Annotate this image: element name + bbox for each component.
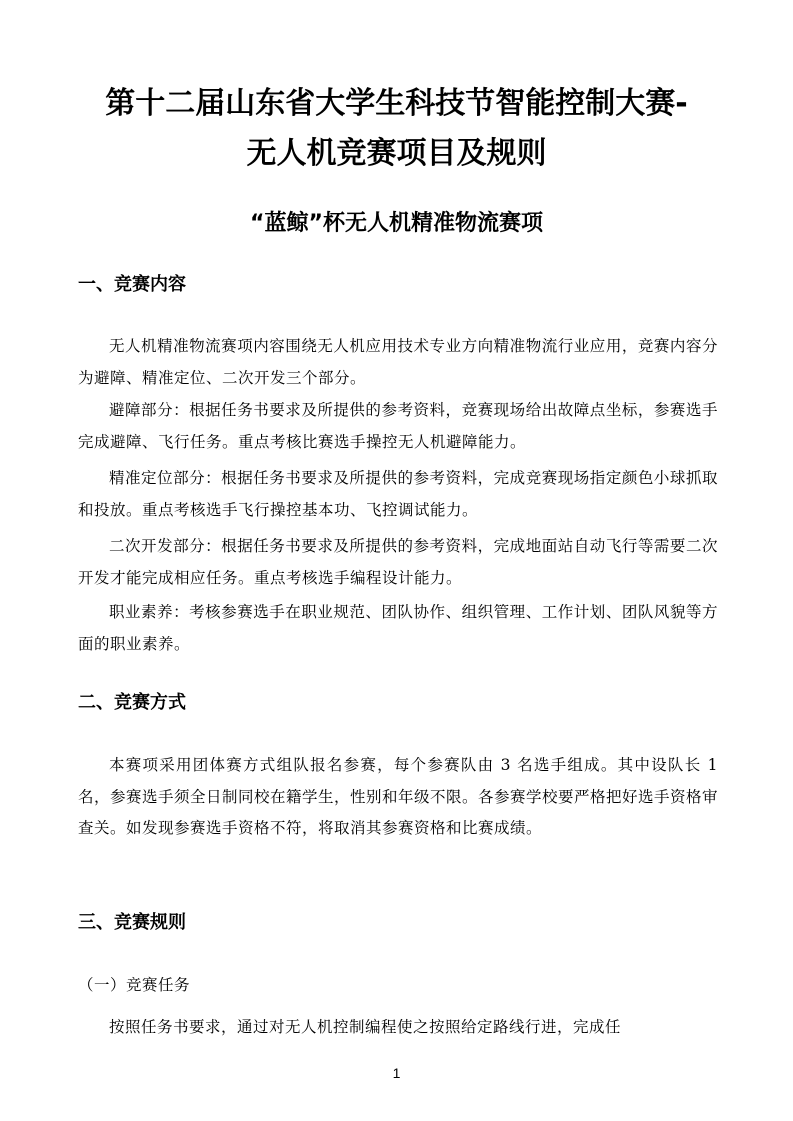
document-subtitle: “蓝鲸”杯无人机精准物流赛项 — [250, 211, 543, 236]
paragraph-precise-positioning: 精准定位部分：根据任务书要求及所提供的参考资料，完成竞赛现场指定颜色小球抓取和投放。重点考核选手飞行操控基本功、飞控调试能力。 — [78, 469, 718, 519]
document-title-line-1: 第十二届山东省大学生科技节智能控制大赛- — [105, 86, 688, 121]
paragraph-competition-format: 本赛项采用团体赛方式组队报名参赛，每个参赛队由 3 名选手组成。其中设队长 1 名，参赛选手须全日制同校在籍学生，性别和年级不限。各参赛学校要严格把好选手资格审查关。如发现参赛选手资格不符，将取消其参赛资格和比赛成绩。 — [78, 756, 719, 837]
paragraph-professional-quality: 职业素养：考核参赛选手在职业规范、团队协作、组织管理、工作计划、团队风貌等方面的职业素养。 — [78, 603, 718, 653]
paragraph-obstacle-avoidance: 避障部分：根据任务书要求及所提供的参考资料，竞赛现场给出故障点坐标，参赛选手完成避障、飞行任务。重点考核比赛选手操控无人机避障能力。 — [78, 401, 718, 451]
paragraph-secondary-development: 二次开发部分：根据任务书要求及所提供的参考资料，完成地面站自动飞行等需要二次开发才能完成相应任务。重点考核选手编程设计能力。 — [78, 537, 718, 587]
paragraph-content-overview: 无人机精准物流赛项内容围绕无人机应用技术专业方向精准物流行业应用，竞赛内容分为避障、精准定位、二次开发三个部分。 — [78, 337, 718, 387]
document-title-line-2: 无人机竞赛项目及规则 — [246, 136, 547, 171]
section-heading-content: 一、竞赛内容 — [78, 274, 186, 295]
section-heading-format: 二、竞赛方式 — [78, 692, 186, 713]
paragraph-competition-tasks: 按照任务书要求，通过对无人机控制编程使之按照给定路线行进，完成任 — [109, 1018, 622, 1036]
subheading-competition-tasks: （一）竞赛任务 — [78, 976, 191, 994]
page-number: 1 — [392, 1065, 401, 1081]
section-heading-rules: 三、竞赛规则 — [78, 912, 186, 933]
